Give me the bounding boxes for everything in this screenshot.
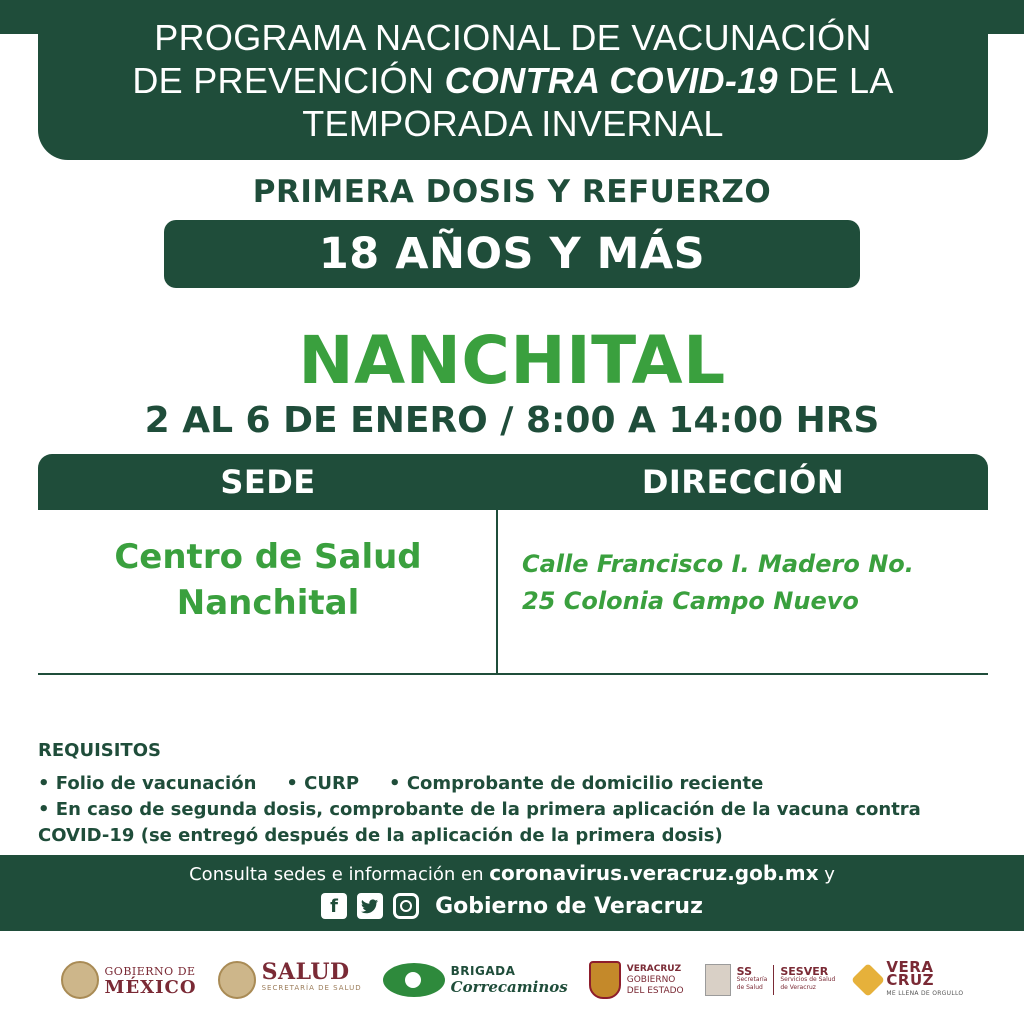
header-line-1: PROGRAMA NACIONAL DE VACUNACIÓN (154, 16, 872, 58)
roadrunner-icon (383, 963, 445, 997)
veracruz-line-3: DEL ESTADO (626, 985, 684, 996)
header-line-2-emphasis: CONTRA COVID-19 (444, 59, 778, 101)
gob-mx-line-1: GOBIERNO DE (104, 965, 196, 978)
consulta-pre: Consulta sedes e información en (189, 864, 490, 885)
ss-line-3: de Salud (736, 984, 763, 991)
vera-line-1: VERA (886, 957, 934, 976)
sede-line-2: Nanchital (176, 583, 360, 623)
social-row (0, 893, 1024, 919)
gob-mx-line-2: MÉXICO (104, 977, 197, 998)
sesver-line-1: SESVER (780, 965, 829, 978)
sesver-line-2: Servicios de Salud (780, 976, 836, 983)
column-header-sede: SEDE (220, 463, 316, 501)
facebook-icon[interactable]: f (321, 893, 347, 919)
salud-line-1: SALUD (261, 959, 350, 985)
logo-veracruz-orgullo (856, 957, 964, 1000)
vera-line-3: ME LLENA DE ORGULLO (886, 989, 964, 997)
instagram-icon[interactable] (393, 893, 419, 919)
requisito-item: • Comprobante de domicilio reciente (389, 773, 764, 794)
salud-seal-icon (218, 961, 256, 999)
direccion-line-1: Calle Francisco I. Madero No. (522, 550, 914, 578)
ss-seal-icon (705, 964, 731, 996)
requisito-item-continued: COVID-19 (se entregó después de la aplicación de la primera dosis) (38, 825, 723, 846)
requisitos-title: REQUISITOS (38, 740, 161, 761)
footer-band (0, 855, 1024, 931)
logo-brigada-correcaminos (383, 963, 568, 997)
dose-title: PRIMERA DOSIS Y REFUERZO (252, 174, 772, 210)
ss-line-1: SS (736, 965, 753, 978)
veracruz-line-1: VERACRUZ (626, 963, 682, 974)
requisitos-list (38, 771, 998, 849)
veracruz-line-2: GOBIERNO (626, 974, 676, 985)
direccion-cell (522, 546, 992, 620)
requisitos-row-1 (38, 771, 998, 797)
veracruz-flower-icon (851, 963, 885, 997)
consulta-post: y (818, 864, 835, 885)
header-line-2 (132, 59, 893, 102)
social-account-name: Gobierno de Veracruz (435, 893, 703, 919)
header-line-3: TEMPORADA INVERNAL (302, 102, 724, 144)
logo-strip (0, 950, 1024, 1010)
consulta-line (0, 861, 1024, 885)
city-title: NANCHITAL (298, 322, 726, 399)
direccion-line-2: 25 Colonia Campo Nuevo (522, 587, 859, 615)
header-line-2-post: DE LA (777, 59, 894, 101)
header-banner (38, 0, 988, 160)
sesver-line-3: de Veracruz (780, 984, 816, 991)
brigada-line-1: BRIGADA (450, 964, 516, 978)
requisito-item: • En caso de segunda dosis, comprobante de la primera aplicación de la vacuna contra (38, 799, 921, 820)
ss-line-2: Secretaría (736, 976, 768, 983)
logo-veracruz-gobierno (589, 961, 684, 999)
veracruz-crest-icon (589, 961, 621, 999)
logo-salud (218, 961, 362, 999)
website-link[interactable]: coronavirus.veracruz.gob.mx (489, 861, 819, 885)
vera-line-2: CRUZ (886, 970, 935, 989)
brigada-line-2: Correcaminos (450, 978, 568, 996)
header-line-2-pre: DE PREVENCIÓN (132, 59, 445, 101)
salud-line-2: SECRETARÍA DE SALUD (261, 984, 362, 992)
twitter-icon[interactable] (357, 893, 383, 919)
logo-separator (773, 965, 774, 995)
mexico-seal-icon (61, 961, 99, 999)
sede-cell (38, 534, 498, 626)
table-bottom-rule (38, 673, 988, 675)
requisito-item: • CURP (286, 773, 360, 794)
logo-ss-sesver (705, 964, 836, 996)
requisito-item: • Folio de vacunación (38, 773, 257, 794)
age-badge: 18 AÑOS Y MÁS (164, 220, 860, 288)
column-header-direccion: DIRECCIÓN (641, 463, 845, 501)
header-corner-right (986, 0, 1024, 34)
table-header (38, 454, 988, 510)
sede-line-1: Centro de Salud (114, 537, 422, 577)
header-corner-left (0, 0, 40, 34)
schedule-dates: 2 AL 6 DE ENERO / 8:00 A 14:00 HRS (144, 400, 880, 441)
logo-gobierno-de-mexico (61, 961, 197, 999)
